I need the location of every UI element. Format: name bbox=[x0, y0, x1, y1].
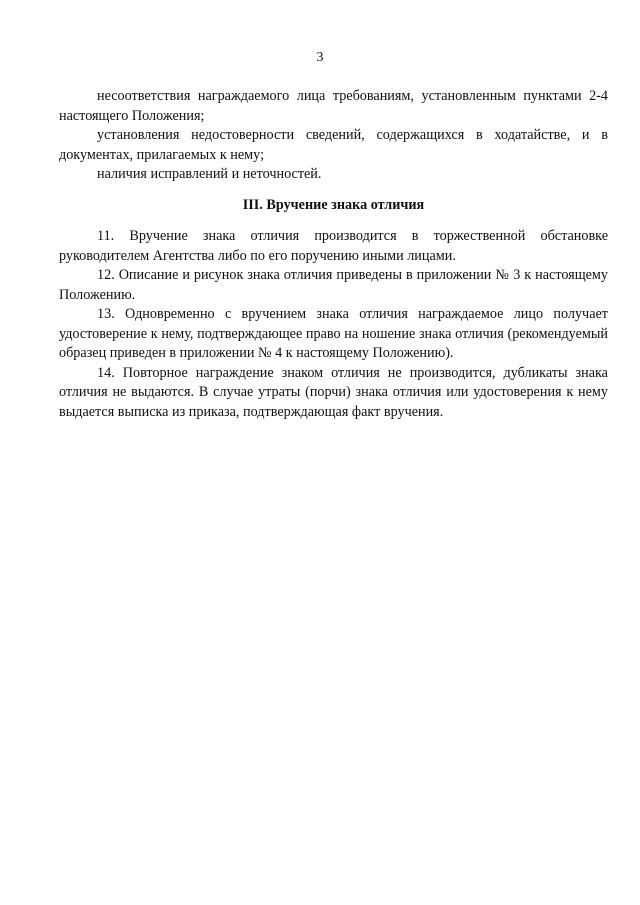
clause-11: 11. Вручение знака отличия производится в торжественной обстановке руководителем Агентства либо по его поручению иными лицами. bbox=[59, 228, 608, 264]
list-item-inaccuracy: установления недостоверности сведений, содержащихся в ходатайстве, и в документах, прилагаемых к нему; bbox=[59, 127, 608, 163]
clause-13: 13. Одновременно с вручением знака отличия награждаемое лицо получает удостоверение к нему, подтверждающее право на ношение знака отличия (рекомендуемый образец приведен в приложении № 4 к настоящему Положению). bbox=[59, 306, 608, 361]
list-item-corrections: наличия исправлений и неточностей. bbox=[97, 166, 322, 182]
section-heading: III. Вручение знака отличия bbox=[242, 196, 425, 213]
page-number: 3 bbox=[316, 50, 324, 65]
clause-14: 14. Повторное награждение знаком отличия не производится, дубликаты знака отличия не выдаются. В случае утраты (порчи) знака отличия или удостоверения к нему выдается выписка из приказа, подтверждающая факт вручения. bbox=[59, 364, 608, 420]
document-body bbox=[59, 87, 608, 422]
list-item-nonconformity: несоответствия награждаемого лица требованиям, установленным пунктами 2-4 настоящего Положения; bbox=[59, 88, 608, 124]
clause-12: 12. Описание и рисунок знака отличия приведены в приложении № 3 к настоящему Положению. bbox=[59, 267, 608, 303]
